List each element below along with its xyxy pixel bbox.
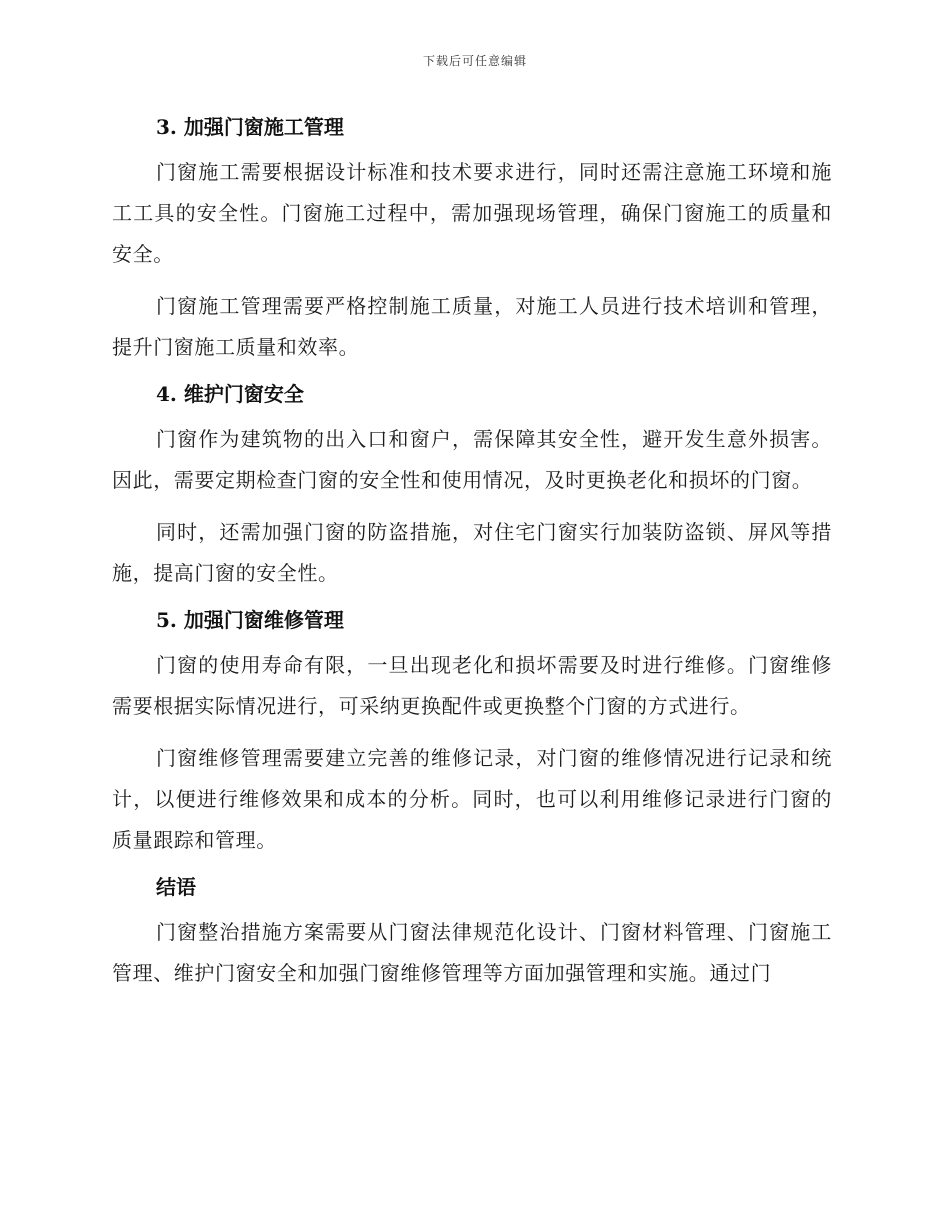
- paragraph: 门窗施工需要根据设计标准和技术要求进行，同时还需注意施工环境和施工工具的安全性。门窗施工过程中，需加强现场管理，确保门窗施工的质量和安全。: [112, 160, 832, 266]
- paragraph: 同时，还需加强门窗的防盗措施，对住宅门窗实行加装防盗锁、屏风等措施，提高门窗的安全性。: [112, 520, 832, 585]
- section-repair-management: [112, 603, 832, 861]
- section-heading: 3. 加强门窗施工管理: [156, 115, 344, 139]
- header-note: 下载后可任意编辑: [422, 54, 527, 68]
- section-maintain-safety: [112, 377, 832, 594]
- section-heading: 结语: [156, 875, 196, 899]
- paragraph: 门窗整治措施方案需要从门窗法律规范化设计、门窗材料管理、门窗施工管理、维护门窗安全和加强门窗维修管理等方面加强管理和实施。通过门: [112, 920, 832, 985]
- section-construction-management: [112, 110, 832, 368]
- section-heading: 4. 维护门窗安全: [156, 382, 304, 406]
- paragraph: 门窗维修管理需要建立完善的维修记录，对门窗的维修情况进行记录和统计，以便进行维修效果和成本的分析。同时，也可以利用维修记录进行门窗的质量跟踪和管理。: [112, 746, 832, 852]
- section-conclusion: [112, 870, 832, 994]
- section-heading: 5. 加强门窗维修管理: [156, 608, 344, 632]
- paragraph: 门窗施工管理需要严格控制施工质量，对施工人员进行技术培训和管理，提升门窗施工质量和效率。: [112, 294, 832, 359]
- paragraph: 门窗作为建筑物的出入口和窗户，需保障其安全性，避开发生意外损害。因此，需要定期检查门窗的安全性和使用情况，及时更换老化和损坏的门窗。: [112, 427, 832, 492]
- paragraph: 门窗的使用寿命有限，一旦出现老化和损坏需要及时进行维修。门窗维修需要根据实际情况进行，可采纳更换配件或更换整个门窗的方式进行。: [112, 653, 832, 718]
- document-body: [112, 110, 832, 994]
